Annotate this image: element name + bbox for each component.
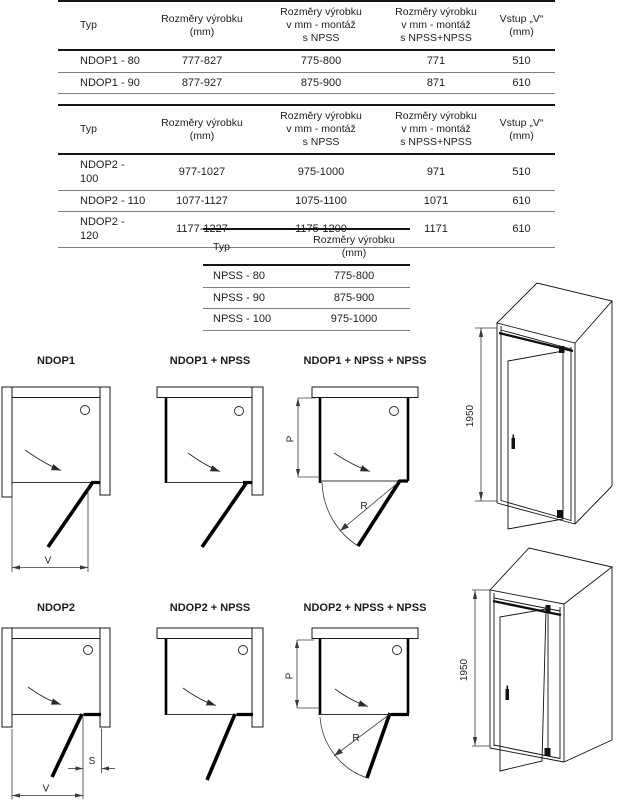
dimension-label-r: R xyxy=(352,733,360,744)
door-swing-arrowhead xyxy=(51,464,62,473)
dim-arrowhead xyxy=(296,398,300,406)
table-cell: 871 xyxy=(384,72,488,94)
table-cell: 875-900 xyxy=(258,72,384,94)
table-cell: NDOP2 - 100 xyxy=(58,154,146,190)
table-row xyxy=(203,309,410,331)
shower-symbol-icon xyxy=(239,646,248,655)
door-swing-arrowhead xyxy=(358,700,369,709)
header-typ: Typ xyxy=(203,229,298,265)
dim-arrowhead xyxy=(296,469,300,477)
table-cell: NDOP1 - 90 xyxy=(58,72,146,94)
niche-bottom-right-edge xyxy=(575,486,612,524)
door-glass-panel xyxy=(508,351,563,529)
wall-hatch-right xyxy=(252,628,263,727)
height-dimension-label: 1950 xyxy=(459,658,470,682)
niche-top-face xyxy=(490,548,612,604)
dim-arrowhead xyxy=(479,492,483,501)
door-swing-arrowhead xyxy=(206,699,217,708)
height-dimension-label: 1950 xyxy=(465,404,476,428)
table-cell: 771 xyxy=(384,50,488,72)
table-cell: 975-1000 xyxy=(298,309,410,331)
dimension-label-s: S xyxy=(88,756,96,767)
door-panel-line xyxy=(48,482,93,547)
table-cell: 1075-1100 xyxy=(258,190,384,212)
diagram-label-ndop1-npss: NDOP1 + NPSS xyxy=(169,355,251,367)
door-swing-arrowhead xyxy=(360,465,371,474)
door-handle xyxy=(512,438,516,449)
door-panel-line xyxy=(202,482,247,547)
diagram-ndop2-npss-top-view xyxy=(150,620,310,800)
iso-drawing-ndop2 xyxy=(460,540,617,800)
table-cell: 775-800 xyxy=(258,50,384,72)
shower-symbol-icon xyxy=(390,407,399,416)
dimension-label-p: P xyxy=(284,672,296,680)
diagram-ndop2-npss-npss-top-view xyxy=(284,620,460,800)
shower-symbol-icon xyxy=(393,646,402,655)
header-typ: Typ xyxy=(58,1,146,50)
table-cell: 775-800 xyxy=(298,265,410,287)
table-cell: 975-1000 xyxy=(258,154,384,190)
header-vstup: Vstup „V“ (mm) xyxy=(488,1,555,50)
wall-hatch-left xyxy=(2,628,12,727)
spec-table-npss xyxy=(203,228,410,331)
table-cell: NDOP1 - 80 xyxy=(58,50,146,72)
table-cell: NPSS - 90 xyxy=(203,287,298,309)
door-handle-knob xyxy=(513,435,515,439)
table-cell: 610 xyxy=(488,190,555,212)
table-header-row xyxy=(58,105,555,154)
table-row xyxy=(203,265,410,287)
iso-drawing-ndop1 xyxy=(460,271,617,540)
header-montaz-npss-npss: Rozměry výrobku v mm - montáž s NPSS+NPSS xyxy=(384,105,488,154)
dimension-label-v: V xyxy=(44,555,52,567)
diagram-label-ndop1-npss-npss: NDOP1 + NPSS + NPSS xyxy=(303,355,427,367)
table-cell: NDOP2 - 120 xyxy=(58,212,146,248)
wall-hatch-right xyxy=(100,387,110,495)
header-typ: Typ xyxy=(58,105,146,154)
shower-symbol-icon xyxy=(84,646,93,655)
table-cell: 1077-1127 xyxy=(146,190,258,212)
frame-top-profile xyxy=(493,601,561,615)
diagram-label-ndop2-npss-npss: NDOP2 + NPSS + NPSS xyxy=(303,602,427,614)
door-panel-line xyxy=(207,714,235,780)
wall-hatch-top xyxy=(157,387,263,398)
table-cell: 875-900 xyxy=(298,287,410,309)
shower-symbol-icon xyxy=(81,406,90,415)
door-swing-arrowhead xyxy=(210,465,221,474)
header-montaz-npss-npss: Rozměry výrobku v mm - montáž s NPSS+NPSS xyxy=(384,1,488,50)
wall-hatch-top xyxy=(312,387,418,398)
header-rozmery: Rozměry výrobku (mm) xyxy=(146,105,258,154)
dimension-label-p: P xyxy=(285,435,297,443)
dim-arrowhead xyxy=(12,565,20,569)
dim-arrowhead xyxy=(80,565,88,569)
niche-bottom-front-edge xyxy=(490,748,564,762)
dim-arrowhead xyxy=(102,766,110,770)
table-row xyxy=(58,50,555,72)
dim-arrowhead xyxy=(12,793,20,797)
diagram-ndop1-top-view xyxy=(0,375,150,575)
diagram-ndop1-npss-top-view xyxy=(150,375,310,575)
diagram-label-ndop2: NDOP2 xyxy=(37,602,75,614)
table-row xyxy=(58,154,555,190)
header-montaz-npss: Rozměry výrobku v mm - montáž s NPSS xyxy=(258,105,384,154)
dim-arrowhead xyxy=(75,793,83,797)
table-cell: NPSS - 80 xyxy=(203,265,298,287)
dimension-label-r: R xyxy=(360,501,368,512)
door-swing-arc xyxy=(322,482,358,546)
table-cell: NPSS - 100 xyxy=(203,309,298,331)
dim-arrowhead xyxy=(295,640,299,648)
dim-arrowhead xyxy=(295,700,299,708)
table-cell: 971 xyxy=(384,154,488,190)
wall-hatch-right xyxy=(252,387,263,495)
door-swing-arc xyxy=(320,717,367,778)
table-cell: 1177-1227 xyxy=(146,212,258,248)
door-handle xyxy=(506,689,510,700)
table-cell: 977-1027 xyxy=(146,154,258,190)
wall-hatch-top xyxy=(157,628,263,639)
table-cell: 610 xyxy=(488,72,555,94)
table-cell: 1071 xyxy=(384,190,488,212)
hinge-top xyxy=(559,346,565,353)
spec-table-ndop1 xyxy=(58,0,555,94)
hinge-bottom xyxy=(545,748,551,756)
dim-arrowhead xyxy=(473,590,477,599)
table-cell: 877-927 xyxy=(146,72,258,94)
shower-symbol-icon xyxy=(235,407,244,416)
table-cell: 510 xyxy=(488,154,555,190)
dim-arrowhead xyxy=(473,737,477,746)
header-montaz-npss: Rozměry výrobku v mm - montáž s NPSS xyxy=(258,1,384,50)
dim-arrowhead xyxy=(76,766,84,770)
hinge-bottom xyxy=(557,510,563,518)
hinge-top xyxy=(546,605,551,612)
table-cell: 1175-1200 xyxy=(258,212,384,248)
diagram-label-ndop2-npss: NDOP2 + NPSS xyxy=(169,602,251,614)
wall-hatch-top xyxy=(312,628,418,639)
radius-line xyxy=(340,481,400,531)
diagram-ndop1-npss-npss-top-view xyxy=(285,375,460,575)
table-row xyxy=(58,190,555,212)
table-cell: 777-827 xyxy=(146,50,258,72)
header-rozmery: Rozměry výrobku (mm) xyxy=(146,1,258,50)
header-rozmery: Rozměry výrobku (mm) xyxy=(298,229,410,265)
table-row xyxy=(203,287,410,309)
wall-hatch-left xyxy=(2,387,12,497)
table-cell: 610 xyxy=(488,212,555,248)
table-cell: 1171 xyxy=(384,212,488,248)
wall-hatch-right xyxy=(100,628,110,727)
dimension-label-v: V xyxy=(42,783,50,795)
spec-table-ndop2 xyxy=(58,104,555,248)
table-cell: 510 xyxy=(488,50,555,72)
diagram-ndop2-top-view xyxy=(0,620,150,800)
table-header-row xyxy=(58,1,555,50)
table-header-row xyxy=(203,229,410,265)
door-swing-arrowhead xyxy=(51,699,62,708)
door-handle-knob xyxy=(507,686,509,690)
table-row xyxy=(58,72,555,94)
wall-hatch-top xyxy=(2,628,110,639)
wall-hatch-top xyxy=(2,387,110,398)
niche-bottom-right-edge xyxy=(564,740,612,762)
door-panel-line xyxy=(358,481,400,547)
table-cell: NDOP2 - 110 xyxy=(58,190,146,212)
diagram-label-ndop1: NDOP1 xyxy=(37,355,75,367)
dim-arrowhead xyxy=(479,328,483,337)
header-vstup: Vstup „V“ (mm) xyxy=(488,105,555,154)
